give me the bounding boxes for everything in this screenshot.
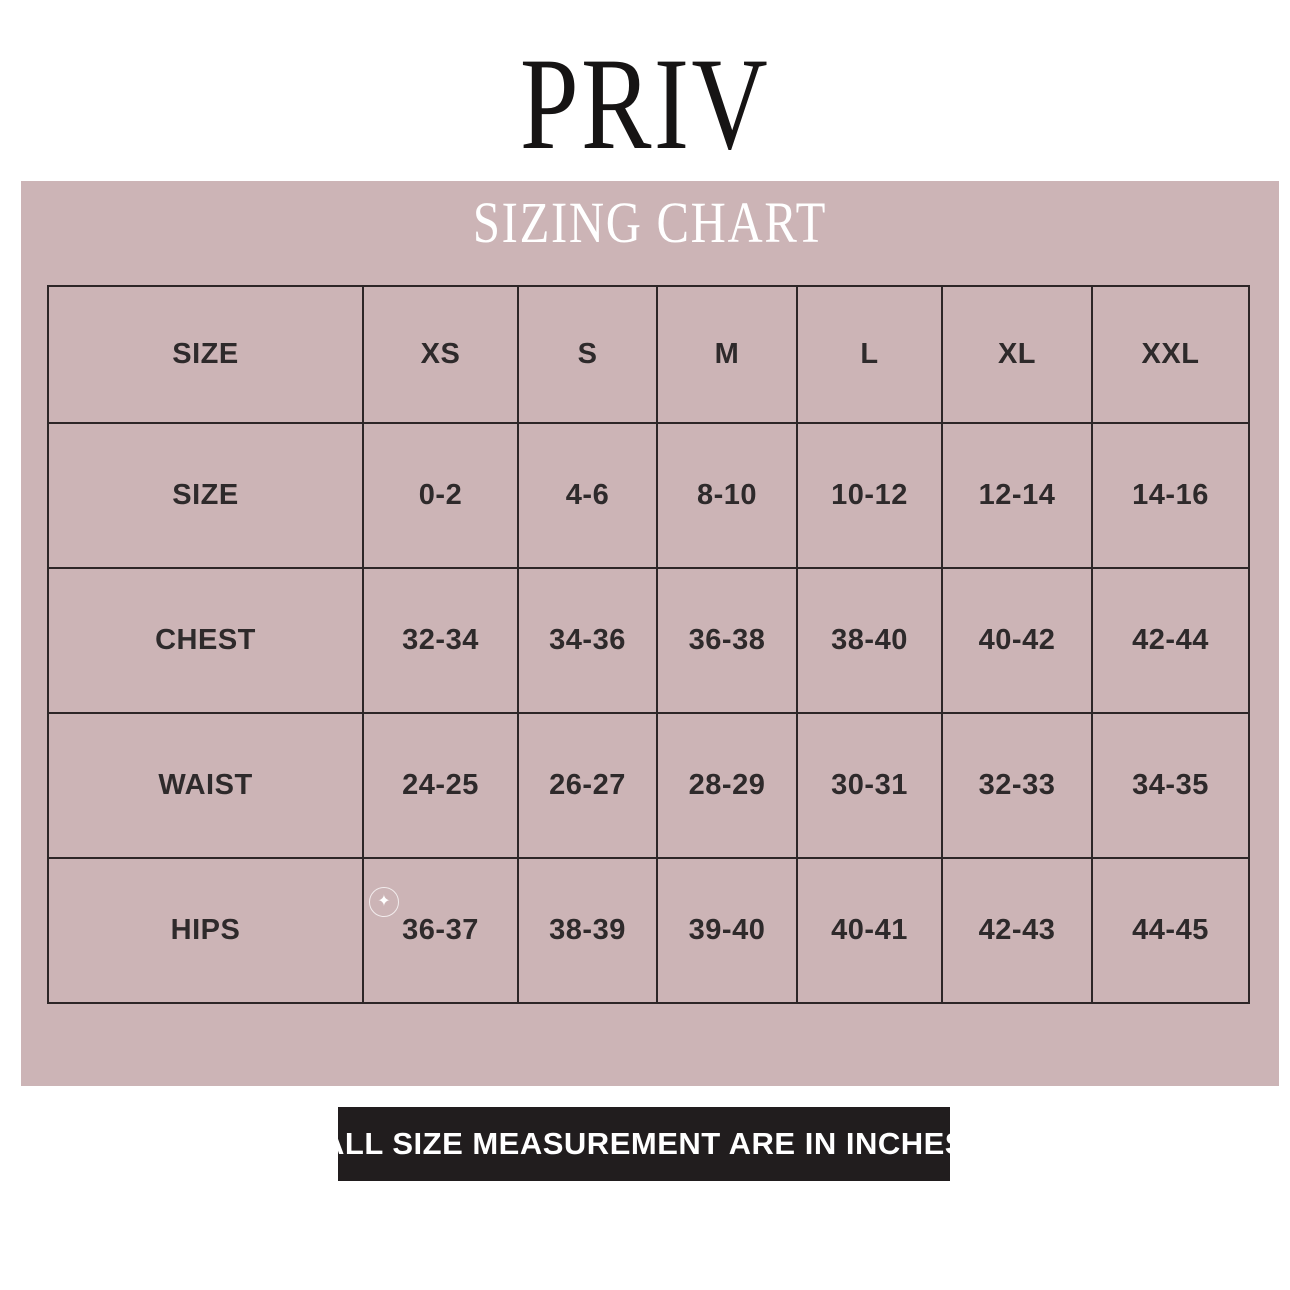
table-row-size: [48, 423, 1249, 568]
row-label: HIPS: [48, 858, 363, 1003]
sizing-chart-title: SIZING CHART: [472, 190, 828, 255]
size-cell: 42-43: [942, 858, 1092, 1003]
header-cell-m: M: [657, 286, 797, 423]
row-label: CHEST: [48, 568, 363, 713]
size-cell: 44-45: [1092, 858, 1249, 1003]
size-cell: 24-25: [363, 713, 518, 858]
size-cell: 34-36: [518, 568, 657, 713]
row-label: SIZE: [48, 423, 363, 568]
header-cell-size: SIZE: [48, 286, 363, 423]
size-cell: 36-38: [657, 568, 797, 713]
size-cell: 28-29: [657, 713, 797, 858]
size-cell: 38-40: [797, 568, 942, 713]
size-cell: 8-10: [657, 423, 797, 568]
size-cell: 40-42: [942, 568, 1092, 713]
sparkle-icon: ✦: [369, 887, 399, 917]
sizing-panel: [21, 181, 1279, 1086]
size-cell: 38-39: [518, 858, 657, 1003]
sizing-table: [47, 285, 1250, 1004]
size-cell: 10-12: [797, 423, 942, 568]
size-cell: 4-6: [518, 423, 657, 568]
size-cell: 39-40: [657, 858, 797, 1003]
header-cell-xs: XS: [363, 286, 518, 423]
size-cell: 30-31: [797, 713, 942, 858]
table-row-chest: [48, 568, 1249, 713]
size-cell: 36-37: [363, 858, 518, 1003]
size-cell: 32-33: [942, 713, 1092, 858]
header-cell-xxl: XXL: [1092, 286, 1249, 423]
footer-note-bar: [322, 1107, 966, 1181]
header-cell-s: S: [518, 286, 657, 423]
size-cell: 26-27: [518, 713, 657, 858]
table-row-hips: [48, 858, 1249, 1003]
header-cell-xl: XL: [942, 286, 1092, 423]
size-cell: 14-16: [1092, 423, 1249, 568]
size-cell: 32-34: [363, 568, 518, 713]
size-cell: 34-35: [1092, 713, 1249, 858]
size-cell: 0-2: [363, 423, 518, 568]
table-header-row: [48, 286, 1249, 423]
row-label: WAIST: [48, 713, 363, 858]
header-cell-l: L: [797, 286, 942, 423]
size-cell: 40-41: [797, 858, 942, 1003]
brand-logo: PRIV: [519, 30, 771, 177]
size-cell: 42-44: [1092, 568, 1249, 713]
table-row-waist: [48, 713, 1249, 858]
footer-note-text: ALL SIZE MEASUREMENT ARE IN INCHES: [322, 1126, 966, 1161]
size-cell: 12-14: [942, 423, 1092, 568]
